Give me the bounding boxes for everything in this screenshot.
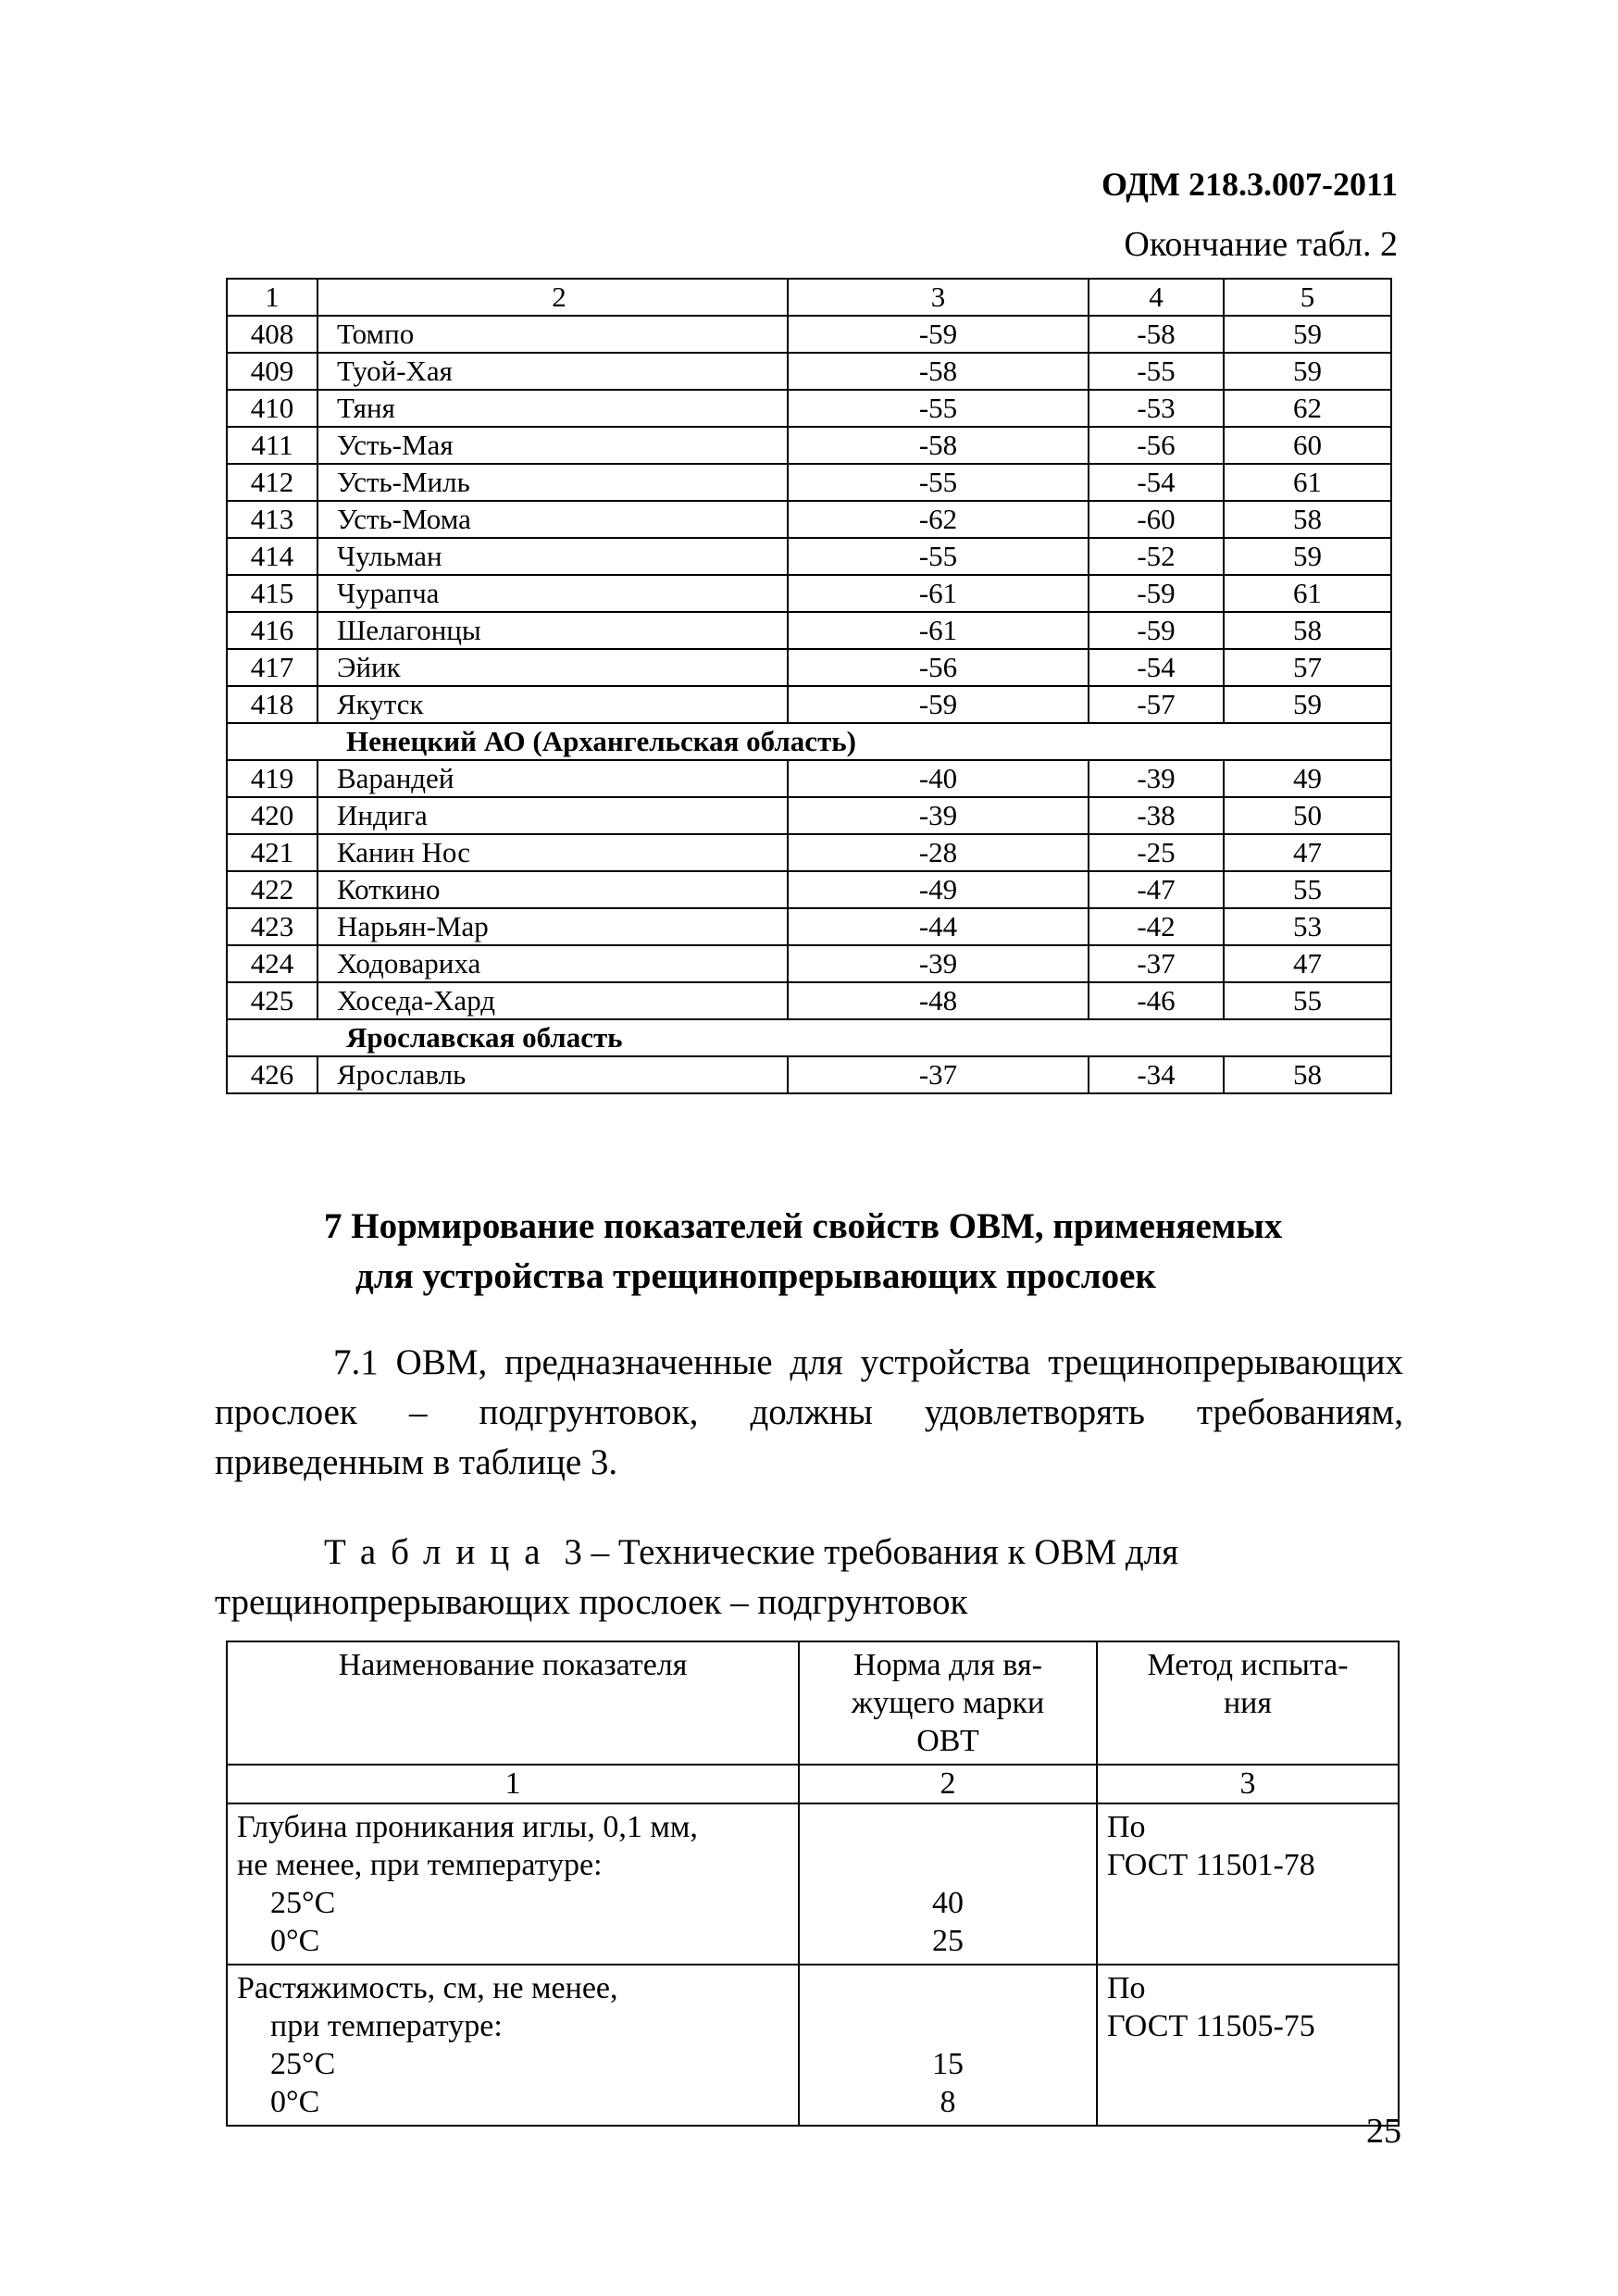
table-row: [227, 390, 1391, 427]
table-cell: -39: [788, 797, 1089, 834]
table-cell: Нарьян-Мар: [317, 908, 788, 945]
table-cell: Хоседа-Хард: [317, 982, 788, 1019]
table-cell: 47: [1224, 834, 1391, 871]
table-row: [227, 316, 1391, 353]
table-cell: 425: [227, 982, 317, 1019]
table-cell: -53: [1089, 390, 1224, 427]
table-cell: -59: [1089, 575, 1224, 612]
table-group-row: [227, 723, 1391, 760]
table-row: [227, 464, 1391, 501]
table-cell: Канин Нос: [317, 834, 788, 871]
table-cell: 417: [227, 649, 317, 686]
table3-header-row: [227, 1641, 1399, 1765]
table-cell: 58: [1224, 1056, 1391, 1093]
table-cell: Ярославль: [317, 1056, 788, 1093]
table3-number-row: 1 2 3: [227, 1765, 1399, 1803]
table-cell: 47: [1224, 945, 1391, 982]
table-cell: -62: [788, 501, 1089, 538]
table-cell: 55: [1224, 982, 1391, 1019]
table-cell: Шелагонцы: [317, 612, 788, 649]
table-cell: 59: [1224, 316, 1391, 353]
table-cell: -52: [1089, 538, 1224, 575]
table3-header-norm: Норма для вя- жущего марки ОВТ: [799, 1641, 1097, 1765]
table3-caption: Таблица 3 – Технические требования к ОВМ для трещинопрерывающих прослоек – подгрунтовок: [215, 1532, 1179, 1622]
table-cell: -56: [788, 649, 1089, 686]
table-row: [227, 427, 1391, 464]
table-cell: -37: [788, 1056, 1089, 1093]
table-header-cell: 1: [227, 279, 317, 316]
table-cell: 57: [1224, 649, 1391, 686]
table-cell: -55: [788, 464, 1089, 501]
table-cell: Индига: [317, 797, 788, 834]
table-cell: 419: [227, 760, 317, 797]
table-cell: 415: [227, 575, 317, 612]
table-row: [227, 834, 1391, 871]
table-cell: -59: [788, 686, 1089, 723]
table-cell: 413: [227, 501, 317, 538]
table3-header-name: Наименование показателя: [227, 1641, 799, 1765]
table-cell: -57: [1089, 686, 1224, 723]
table-cell: -54: [1089, 649, 1224, 686]
table-cell: Эйик: [317, 649, 788, 686]
table-cell: -38: [1089, 797, 1224, 834]
table-cell: -34: [1089, 1056, 1224, 1093]
table-cell: -46: [1089, 982, 1224, 1019]
table-cell: -61: [788, 575, 1089, 612]
table-continuation-label: Окончание табл. 2: [1124, 225, 1398, 264]
table-header-cell: 3: [788, 279, 1089, 316]
table-row: [227, 353, 1391, 390]
table-cell: 418: [227, 686, 317, 723]
table-cell: 58: [1224, 612, 1391, 649]
table-row: [227, 908, 1391, 945]
table-cell: 58: [1224, 501, 1391, 538]
table-row: [227, 982, 1391, 1019]
table-row: [227, 686, 1391, 723]
table-row: Глубина проникания иглы, 0,1 мм, не менее, при температуре: 25°С 0°С 40 25 По ГОСТ 11501-78: [227, 1803, 1399, 1965]
climate-table: [226, 278, 1392, 1094]
table-cell: -40: [788, 760, 1089, 797]
table-cell: 426: [227, 1056, 317, 1093]
table-cell: -37: [1089, 945, 1224, 982]
region-heading: Ненецкий АО (Архангельская область): [227, 723, 1391, 760]
table-cell: Усть-Мома: [317, 501, 788, 538]
table-cell: 60: [1224, 427, 1391, 464]
region-heading: Ярославская область: [227, 1019, 1391, 1056]
table-cell: 409: [227, 353, 317, 390]
table-cell: -25: [1089, 834, 1224, 871]
table-row: [227, 760, 1391, 797]
table-header-cell: 4: [1089, 279, 1224, 316]
table-row: [227, 501, 1391, 538]
table-cell: 422: [227, 871, 317, 908]
table-cell: 49: [1224, 760, 1391, 797]
table-cell: Туой-Хая: [317, 353, 788, 390]
table-cell: -58: [788, 427, 1089, 464]
table-cell: 421: [227, 834, 317, 871]
table-cell: -55: [1089, 353, 1224, 390]
table-row: [227, 945, 1391, 982]
table-cell: 59: [1224, 538, 1391, 575]
table-cell: -60: [1089, 501, 1224, 538]
table-cell: Чульман: [317, 538, 788, 575]
table-row: [227, 649, 1391, 686]
table-cell: 50: [1224, 797, 1391, 834]
table-cell: 410: [227, 390, 317, 427]
table-cell: Усть-Мая: [317, 427, 788, 464]
table-cell: Коткино: [317, 871, 788, 908]
table-cell: 61: [1224, 464, 1391, 501]
table-header-cell: 2: [317, 279, 788, 316]
table-cell: Ходовариха: [317, 945, 788, 982]
table-cell: -54: [1089, 464, 1224, 501]
table-cell: -48: [788, 982, 1089, 1019]
table-cell: -55: [788, 390, 1089, 427]
document-code: ОДМ 218.3.007-2011: [1101, 166, 1398, 203]
table-row: [227, 797, 1391, 834]
table-header-row: [227, 279, 1391, 316]
table-row: [227, 538, 1391, 575]
page-number: 25: [1366, 2112, 1401, 2151]
table-cell: 416: [227, 612, 317, 649]
table-cell: Якутск: [317, 686, 788, 723]
table-cell: 412: [227, 464, 317, 501]
table3-header-method: Метод испыта- ния: [1097, 1641, 1399, 1765]
table-row: [227, 612, 1391, 649]
section-title: 7 Нормирование показателей свойств ОВМ, применяемых для устройства трещинопрерывающих прослоек: [324, 1206, 1283, 1296]
table-cell: 59: [1224, 353, 1391, 390]
table-row: [227, 575, 1391, 612]
table-cell: -56: [1089, 427, 1224, 464]
table-cell: 414: [227, 538, 317, 575]
table-cell: 423: [227, 908, 317, 945]
table-cell: Усть-Миль: [317, 464, 788, 501]
table-cell: -44: [788, 908, 1089, 945]
table-cell: -59: [1089, 612, 1224, 649]
table-row: [227, 871, 1391, 908]
table-cell: Тяня: [317, 390, 788, 427]
table-cell: 59: [1224, 686, 1391, 723]
table-row: [227, 1056, 1391, 1093]
table-cell: -28: [788, 834, 1089, 871]
table-cell: 61: [1224, 575, 1391, 612]
table-cell: Варандей: [317, 760, 788, 797]
table-row: Растяжимость, см, не менее, при температуре: 25°С 0°С 15 8 По ГОСТ 11505-75: [227, 1965, 1399, 2126]
table-cell: -58: [1089, 316, 1224, 353]
table-cell: -39: [1089, 760, 1224, 797]
table-cell: -61: [788, 612, 1089, 649]
table-cell: -42: [1089, 908, 1224, 945]
paragraph-7-1: 7.1 ОВМ, предназначенные для устройства трещинопрерывающих прослоек – подгрунтовок, должны удовлетворять требованиям, приведенным в таблице 3.: [215, 1342, 1403, 1482]
table-cell: 411: [227, 427, 317, 464]
table-cell: 424: [227, 945, 317, 982]
table-cell: -39: [788, 945, 1089, 982]
table-cell: 62: [1224, 390, 1391, 427]
table-cell: 53: [1224, 908, 1391, 945]
table-group-row: [227, 1019, 1391, 1056]
table-cell: -47: [1089, 871, 1224, 908]
table-cell: Чурапча: [317, 575, 788, 612]
table-cell: -49: [788, 871, 1089, 908]
table-cell: Томпо: [317, 316, 788, 353]
table-cell: -59: [788, 316, 1089, 353]
requirements-table: [226, 1641, 1400, 2127]
table-header-cell: 5: [1224, 279, 1391, 316]
table-cell: -58: [788, 353, 1089, 390]
table-cell: 55: [1224, 871, 1391, 908]
table-cell: 408: [227, 316, 317, 353]
table-cell: 420: [227, 797, 317, 834]
table-cell: -55: [788, 538, 1089, 575]
